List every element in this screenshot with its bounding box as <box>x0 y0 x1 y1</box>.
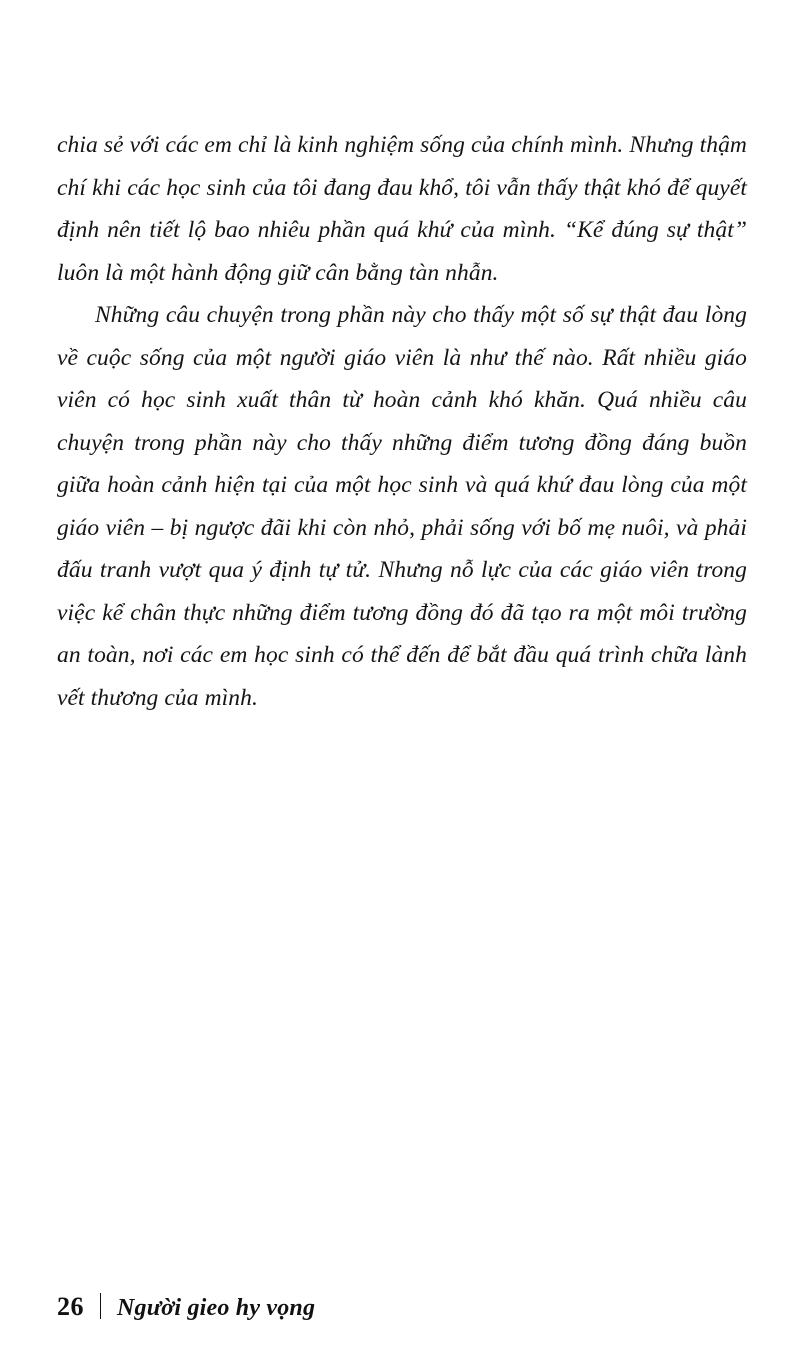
footer-divider <box>100 1293 101 1319</box>
page-body-text <box>57 124 747 719</box>
page-footer <box>57 1289 315 1322</box>
body-paragraph-2: Những câu chuyện trong phần này cho thấy một số sự thật đau lòng về cuộc sống của một người giáo viên là như thế nào. Rất nhiều giáo viên có học sinh xuất thân từ hoàn cảnh khó khăn. Quá nhiều câu chuyện trong phần này cho thấy những điểm tương đồng đáng buồn giữa hoàn cảnh hiện tại của một học sinh và quá khứ đau lòng của một giáo viên – bị ngược đãi khi còn nhỏ, phải sống với bố mẹ nuôi, và phải đấu tranh vượt qua ý định tự tử. Nhưng nỗ lực của các giáo viên trong việc kể chân thực những điểm tương đồng đó đã tạo ra một môi trường an toàn, nơi các em học sinh có thể đến để bắt đầu quá trình chữa lành vết thương của mình. <box>57 302 747 711</box>
body-paragraph-1: chia sẻ với các em chỉ là kinh nghiệm sống của chính mình. Nhưng thậm chí khi các học sinh của tôi đang đau khổ, tôi vẫn thấy thật khó để quyết định nên tiết lộ bao nhiêu phần quá khứ của mình. “Kể đúng sự thật” luôn là một hành động giữ cân bằng tàn nhẫn. <box>57 132 747 286</box>
running-title: Người gieo hy vọng <box>117 1295 316 1321</box>
page-number: 26 <box>57 1292 84 1321</box>
